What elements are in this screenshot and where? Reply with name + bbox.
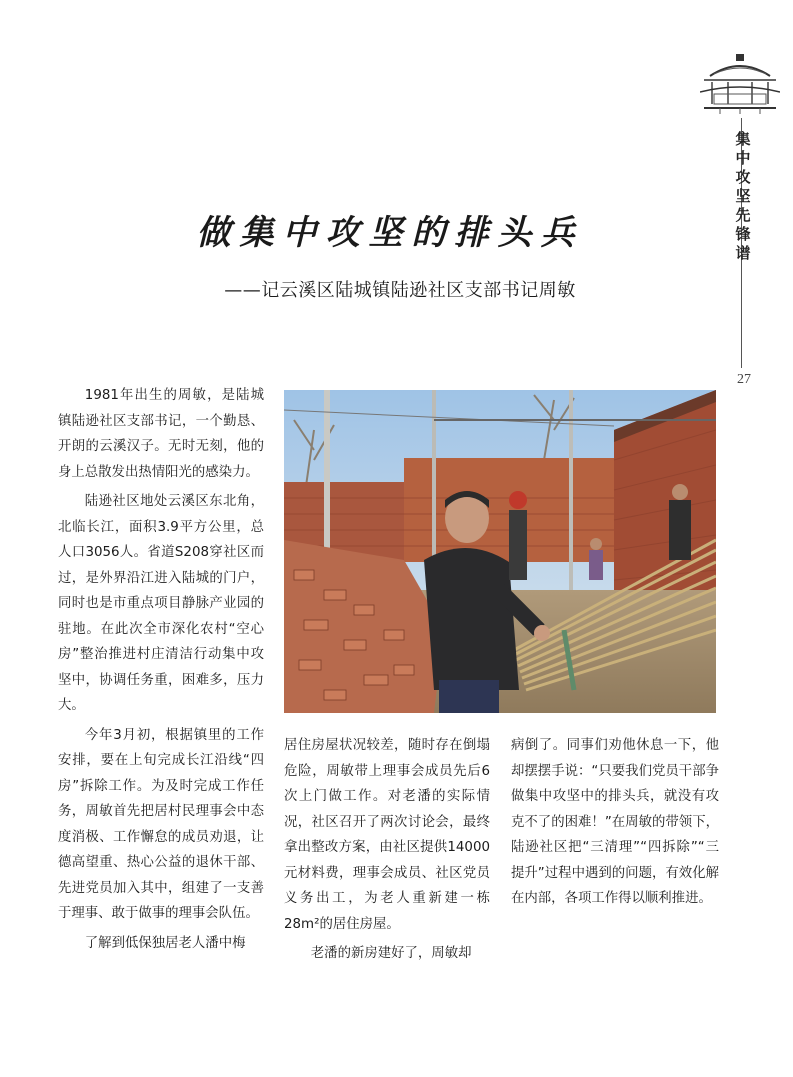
paragraph: 1981年出生的周敏，是陆城镇陆逊社区支部书记，一个勤恳、开朗的云溪汉子。无时无刻，他的身上总散发出热情阳光的感染力。 xyxy=(58,388,264,480)
text-column-2 xyxy=(284,733,490,971)
paragraph: 了解到低保独居老人潘中梅 xyxy=(84,935,246,951)
paragraph: 陆逊社区地处云溪区东北角，北临长江，面积3.9平方公里，总人口3056人。省道S208穿社区而过，是外界沿江进入陆城的门户，同时也是市重点项目静脉产业园的驻地。在此次全市深化农村“空心房”整治推进村庄清洁行动集中攻坚中，协调任务重，困难多，压力大。 xyxy=(58,494,264,713)
text-column-1 xyxy=(58,383,264,960)
text-column-3 xyxy=(511,733,719,916)
paragraph: 居住房屋状况较差，随时存在倒塌危险，周敏带上理事会成员先后6次上门做工作。对老潘的实际情况，社区召开了两次讨论会，最终拿出整改方案，由社区提供14000元材料费，理事会成员、社区党员义务出工，为老人重新建一栋28m²的居住房屋。 xyxy=(284,738,490,932)
pavilion-emblem-icon xyxy=(700,52,780,118)
paragraph: 老潘的新房建好了，周敏却 xyxy=(310,946,472,961)
column-title: 集中攻坚先锋谱 xyxy=(735,130,751,262)
article-photo xyxy=(284,390,716,713)
article-title: 做集中攻坚的排头兵 xyxy=(196,213,584,253)
article-subtitle: ——记云溪区陆城镇陆逊社区支部书记周敏 xyxy=(224,280,576,301)
page-number: 27 xyxy=(737,372,751,387)
paragraph: 病倒了。同事们劝他休息一下，他却摆摆手说：“只要我们党员干部争做集中攻坚中的排头兵，就没有攻克不了的困难！”在周敏的带领下，陆逊社区把“三清理”“四拆除”“三提升”过程中遇到的问题，有效化解在内部，各项工作得以顺利推进。 xyxy=(511,738,719,906)
paragraph: 今年3月初，根据镇里的工作安排，要在上旬完成长江沿线“四房”拆除工作。为及时完成工作任务，周敏首先把居村民理事会中态度消极、工作懈怠的成员劝退，让德高望重、热心公益的退休干部、先进党员加入其中，组建了一支善于理事、敢于做事的理事会队伍。 xyxy=(58,727,264,921)
